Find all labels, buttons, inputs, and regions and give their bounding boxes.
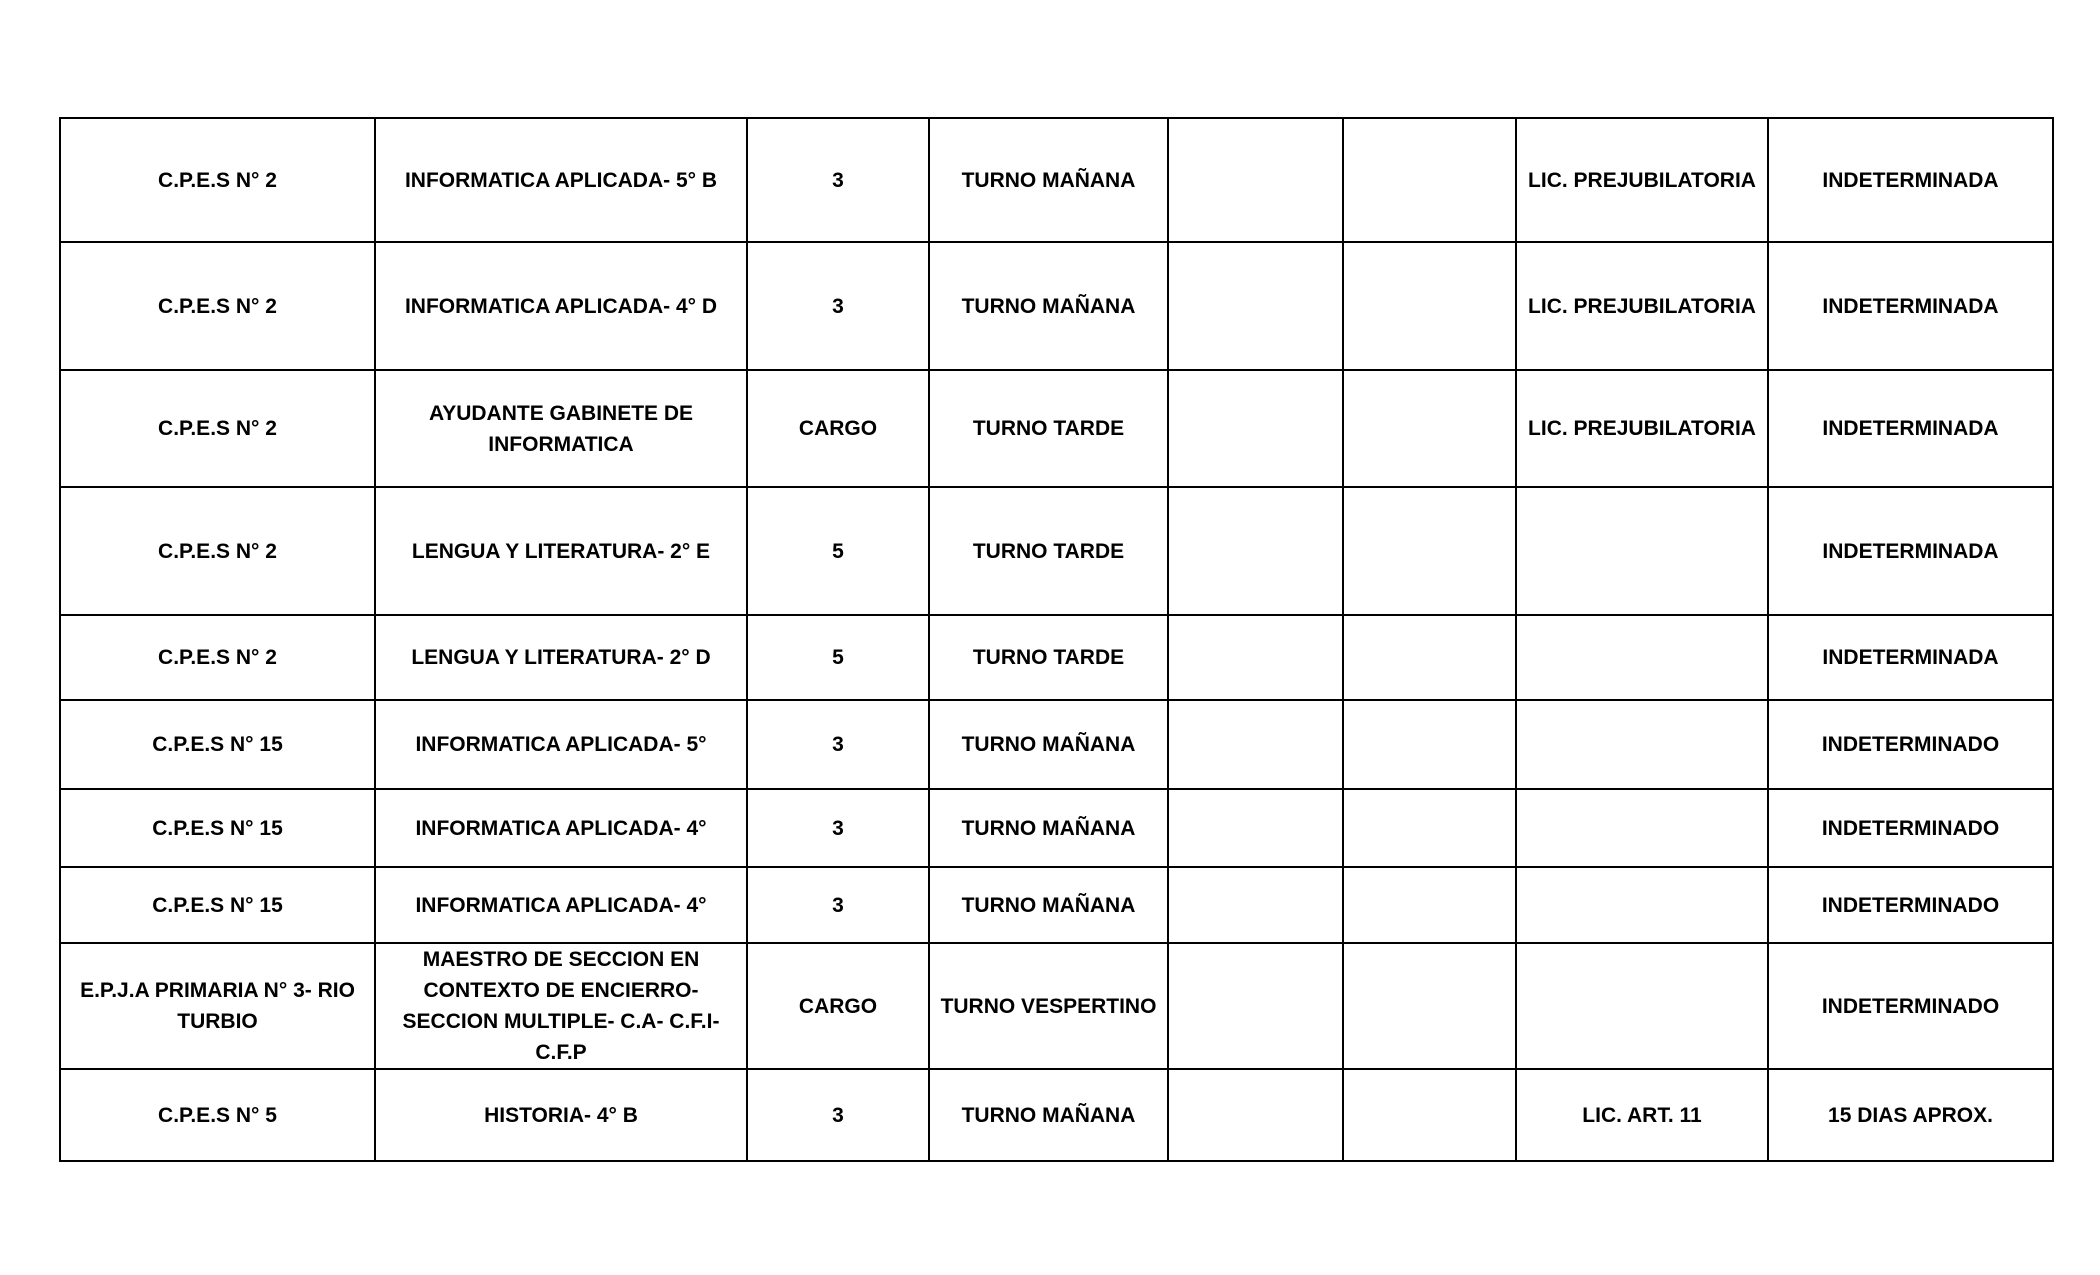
shift-cell: TURNO MAÑANA (929, 1069, 1168, 1161)
leave-cell (1516, 700, 1768, 789)
school-cell: C.P.E.S N° 2 (60, 615, 375, 700)
subject-cell: HISTORIA- 4° B (375, 1069, 747, 1161)
leave-cell (1516, 943, 1768, 1069)
table-row (60, 118, 2053, 242)
vacancy-table (59, 117, 2054, 1162)
subject-cell: LENGUA Y LITERATURA- 2° D (375, 615, 747, 700)
shift-cell: TURNO TARDE (929, 487, 1168, 615)
shift-cell: TURNO MAÑANA (929, 789, 1168, 867)
blank-cell-a (1168, 615, 1343, 700)
table-row (60, 867, 2053, 943)
blank-cell-a (1168, 943, 1343, 1069)
hours-cell: CARGO (747, 943, 929, 1069)
duration-cell: INDETERMINADO (1768, 700, 2053, 789)
duration-cell: 15 DIAS APROX. (1768, 1069, 2053, 1161)
school-cell: C.P.E.S N° 15 (60, 867, 375, 943)
blank-cell-b (1343, 615, 1516, 700)
school-cell: E.P.J.A PRIMARIA N° 3- RIO TURBIO (60, 943, 375, 1069)
duration-cell: INDETERMINADO (1768, 867, 2053, 943)
table-row (60, 789, 2053, 867)
hours-cell: 5 (747, 487, 929, 615)
table-row (60, 487, 2053, 615)
shift-cell: TURNO MAÑANA (929, 242, 1168, 370)
subject-cell: INFORMATICA APLICADA- 4° (375, 789, 747, 867)
blank-cell-a (1168, 487, 1343, 615)
shift-cell: TURNO TARDE (929, 615, 1168, 700)
shift-cell: TURNO MAÑANA (929, 118, 1168, 242)
leave-cell: LIC. PREJUBILATORIA (1516, 370, 1768, 487)
table-row (60, 370, 2053, 487)
blank-cell-b (1343, 118, 1516, 242)
hours-cell: 3 (747, 1069, 929, 1161)
school-cell: C.P.E.S N° 2 (60, 118, 375, 242)
hours-cell: 3 (747, 789, 929, 867)
duration-cell: INDETERMINADA (1768, 487, 2053, 615)
blank-cell-b (1343, 867, 1516, 943)
subject-cell: INFORMATICA APLICADA- 4° D (375, 242, 747, 370)
table-row (60, 700, 2053, 789)
duration-cell: INDETERMINADA (1768, 242, 2053, 370)
shift-cell: TURNO MAÑANA (929, 867, 1168, 943)
blank-cell-a (1168, 867, 1343, 943)
blank-cell-a (1168, 789, 1343, 867)
duration-cell: INDETERMINADA (1768, 118, 2053, 242)
school-cell: C.P.E.S N° 2 (60, 370, 375, 487)
blank-cell-a (1168, 700, 1343, 789)
subject-cell: INFORMATICA APLICADA- 5° (375, 700, 747, 789)
shift-cell: TURNO MAÑANA (929, 700, 1168, 789)
hours-cell: 3 (747, 242, 929, 370)
duration-cell: INDETERMINADA (1768, 370, 2053, 487)
table-body (60, 118, 2053, 1161)
blank-cell-b (1343, 370, 1516, 487)
school-cell: C.P.E.S N° 2 (60, 487, 375, 615)
blank-cell-b (1343, 242, 1516, 370)
blank-cell-a (1168, 1069, 1343, 1161)
table-row (60, 943, 2053, 1069)
leave-cell: LIC. PREJUBILATORIA (1516, 242, 1768, 370)
school-cell: C.P.E.S N° 5 (60, 1069, 375, 1161)
blank-cell-a (1168, 118, 1343, 242)
leave-cell (1516, 615, 1768, 700)
school-cell: C.P.E.S N° 15 (60, 700, 375, 789)
leave-cell (1516, 789, 1768, 867)
leave-cell (1516, 867, 1768, 943)
subject-cell: AYUDANTE GABINETE DE INFORMATICA (375, 370, 747, 487)
subject-cell: INFORMATICA APLICADA- 4° (375, 867, 747, 943)
blank-cell-a (1168, 242, 1343, 370)
duration-cell: INDETERMINADA (1768, 615, 2053, 700)
blank-cell-a (1168, 370, 1343, 487)
blank-cell-b (1343, 700, 1516, 789)
hours-cell: 3 (747, 118, 929, 242)
hours-cell: 3 (747, 867, 929, 943)
hours-cell: 3 (747, 700, 929, 789)
blank-cell-b (1343, 1069, 1516, 1161)
subject-cell: MAESTRO DE SECCION EN CONTEXTO DE ENCIERRO- SECCION MULTIPLE- C.A- C.F.I- C.F.P (375, 943, 747, 1069)
blank-cell-b (1343, 789, 1516, 867)
school-cell: C.P.E.S N° 15 (60, 789, 375, 867)
leave-cell (1516, 487, 1768, 615)
blank-cell-b (1343, 943, 1516, 1069)
table-row (60, 1069, 2053, 1161)
leave-cell: LIC. ART. 11 (1516, 1069, 1768, 1161)
duration-cell: INDETERMINADO (1768, 943, 2053, 1069)
table-row (60, 615, 2053, 700)
hours-cell: CARGO (747, 370, 929, 487)
shift-cell: TURNO VESPERTINO (929, 943, 1168, 1069)
blank-cell-b (1343, 487, 1516, 615)
school-cell: C.P.E.S N° 2 (60, 242, 375, 370)
shift-cell: TURNO TARDE (929, 370, 1168, 487)
duration-cell: INDETERMINADO (1768, 789, 2053, 867)
subject-cell: INFORMATICA APLICADA- 5° B (375, 118, 747, 242)
subject-cell: LENGUA Y LITERATURA- 2° E (375, 487, 747, 615)
hours-cell: 5 (747, 615, 929, 700)
leave-cell: LIC. PREJUBILATORIA (1516, 118, 1768, 242)
table-row (60, 242, 2053, 370)
